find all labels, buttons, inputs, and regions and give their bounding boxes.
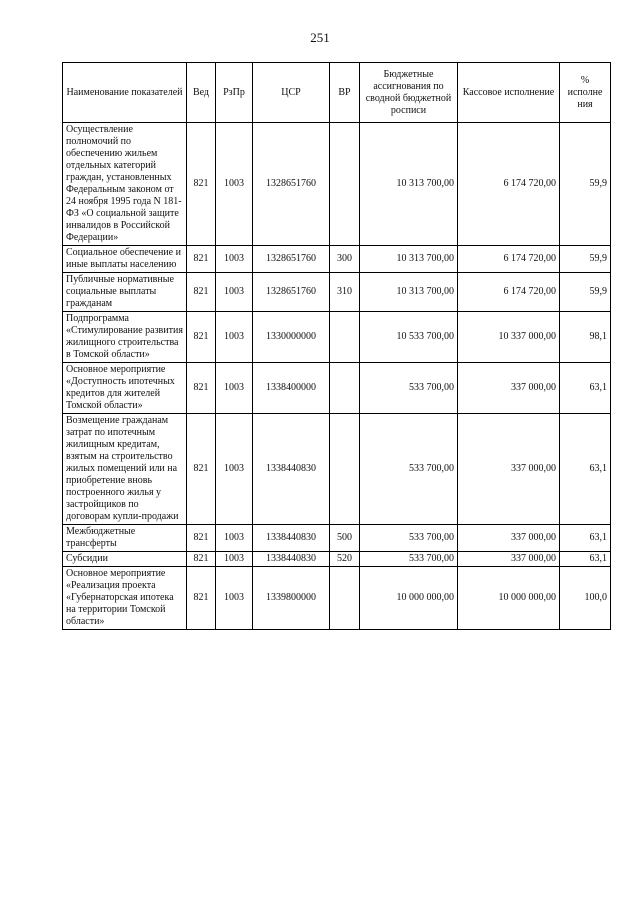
cell-csr: 1330000000	[253, 312, 330, 363]
table-row	[63, 414, 611, 525]
cell-vr	[330, 414, 360, 525]
table-body	[63, 123, 611, 630]
cell-budget: 10 313 700,00	[360, 123, 458, 246]
cell-ved: 821	[187, 363, 216, 414]
header-budget: Бюджетные ассигнования по сводной бюджетной росписи	[360, 63, 458, 123]
cell-cash: 337 000,00	[458, 525, 560, 552]
cell-percent: 100,0	[560, 567, 611, 630]
cell-rzpr: 1003	[216, 123, 253, 246]
cell-csr: 1328651760	[253, 123, 330, 246]
cell-cash: 6 174 720,00	[458, 246, 560, 273]
cell-percent: 59,9	[560, 273, 611, 312]
table-header-row	[63, 63, 611, 123]
cell-percent: 59,9	[560, 246, 611, 273]
cell-cash: 10 337 000,00	[458, 312, 560, 363]
cell-rzpr: 1003	[216, 312, 253, 363]
cell-budget: 533 700,00	[360, 414, 458, 525]
cell-csr: 1338440830	[253, 552, 330, 567]
table-row	[63, 567, 611, 630]
cell-cash: 337 000,00	[458, 552, 560, 567]
table-row	[63, 363, 611, 414]
cell-rzpr: 1003	[216, 552, 253, 567]
cell-budget: 533 700,00	[360, 552, 458, 567]
cell-ved: 821	[187, 414, 216, 525]
cell-ved: 821	[187, 273, 216, 312]
cell-ved: 821	[187, 567, 216, 630]
cell-percent: 59,9	[560, 123, 611, 246]
cell-csr: 1338440830	[253, 414, 330, 525]
cell-budget: 10 313 700,00	[360, 246, 458, 273]
cell-ved: 821	[187, 312, 216, 363]
cell-name: Возмещение гражданам затрат по ипотечным жилищным кредитам, взятым на строительство жилых помещений или на приобретение вновь построенного жилья у застройщиков по договорам купли-продажи	[63, 414, 187, 525]
cell-csr: 1338400000	[253, 363, 330, 414]
cell-vr: 520	[330, 552, 360, 567]
cell-vr	[330, 363, 360, 414]
budget-execution-table	[62, 62, 611, 630]
table-row	[63, 123, 611, 246]
cell-budget: 533 700,00	[360, 363, 458, 414]
cell-ved: 821	[187, 525, 216, 552]
cell-percent: 98,1	[560, 312, 611, 363]
cell-ved: 821	[187, 123, 216, 246]
cell-cash: 337 000,00	[458, 363, 560, 414]
cell-name: Основное мероприятие «Доступность ипотечных кредитов для жителей Томской области»	[63, 363, 187, 414]
cell-cash: 6 174 720,00	[458, 123, 560, 246]
cell-rzpr: 1003	[216, 567, 253, 630]
table-row	[63, 273, 611, 312]
header-csr: ЦСР	[253, 63, 330, 123]
cell-rzpr: 1003	[216, 363, 253, 414]
cell-name: Публичные нормативные социальные выплаты гражданам	[63, 273, 187, 312]
page-number: 251	[310, 30, 330, 45]
cell-cash: 6 174 720,00	[458, 273, 560, 312]
cell-budget: 10 000 000,00	[360, 567, 458, 630]
cell-budget: 533 700,00	[360, 525, 458, 552]
cell-name: Осуществление полномочий по обеспечению жильем отдельных категорий граждан, установленных Федеральным законом от 24 ноября 1995 года N 181-ФЗ «О социальной защите инвалидов в Российской Федерации»	[63, 123, 187, 246]
cell-csr: 1328651760	[253, 246, 330, 273]
header-vr: ВР	[330, 63, 360, 123]
cell-rzpr: 1003	[216, 246, 253, 273]
cell-budget: 10 313 700,00	[360, 273, 458, 312]
cell-csr: 1338440830	[253, 525, 330, 552]
cell-cash: 337 000,00	[458, 414, 560, 525]
cell-rzpr: 1003	[216, 414, 253, 525]
header-ved: Вед	[187, 63, 216, 123]
cell-vr: 300	[330, 246, 360, 273]
cell-rzpr: 1003	[216, 273, 253, 312]
header-percent: % исполне ния	[560, 63, 611, 123]
cell-vr: 500	[330, 525, 360, 552]
cell-csr: 1339800000	[253, 567, 330, 630]
cell-name: Межбюджетные трансферты	[63, 525, 187, 552]
table-row	[63, 312, 611, 363]
header-rzpr: РзПр	[216, 63, 253, 123]
cell-rzpr: 1003	[216, 525, 253, 552]
cell-csr: 1328651760	[253, 273, 330, 312]
header-cash: Кассовое исполнение	[458, 63, 560, 123]
cell-vr	[330, 567, 360, 630]
cell-name: Основное мероприятие «Реализация проекта «Губернаторская ипотека на территории Томской области»	[63, 567, 187, 630]
cell-name: Социальное обеспечение и иные выплаты населению	[63, 246, 187, 273]
cell-name: Подпрограмма «Стимулирование развития жилищного строительства в Томской области»	[63, 312, 187, 363]
cell-vr: 310	[330, 273, 360, 312]
table-row	[63, 552, 611, 567]
table-row	[63, 246, 611, 273]
header-name: Наименование показателей	[63, 63, 187, 123]
cell-ved: 821	[187, 552, 216, 567]
cell-ved: 821	[187, 246, 216, 273]
cell-cash: 10 000 000,00	[458, 567, 560, 630]
cell-percent: 63,1	[560, 414, 611, 525]
cell-budget: 10 533 700,00	[360, 312, 458, 363]
cell-vr	[330, 123, 360, 246]
cell-percent: 63,1	[560, 363, 611, 414]
table-row	[63, 525, 611, 552]
cell-name: Субсидии	[63, 552, 187, 567]
cell-vr	[330, 312, 360, 363]
cell-percent: 63,1	[560, 552, 611, 567]
cell-percent: 63,1	[560, 525, 611, 552]
